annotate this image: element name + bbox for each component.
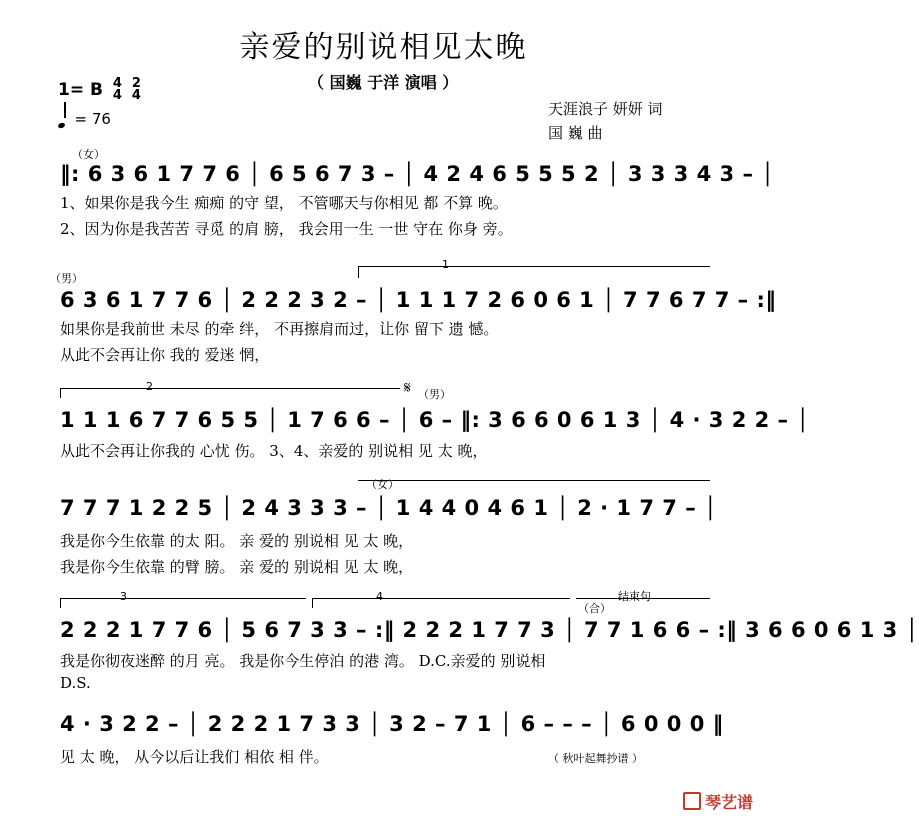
- music-row-1: ‖: 6 3 6 1 7 7 6 │ 6 5 6 7 3 – │ 4 2 4 6 5 5 5 2 │ 3 3 3 4 3 – │: [60, 162, 775, 186]
- lyrics-row-1-verse-1: 1、如果你是我今生 痴痴 的守 望， 不管哪天与你相见 都 不算 晚。: [60, 194, 508, 212]
- volta-3-label: 3: [120, 590, 127, 603]
- female-label-2: （女）: [366, 478, 399, 491]
- lyrics-row-1-verse-2: 2、因为你是我苦苦 寻觅 的肩 膀， 我会用一生 一世 守在 你身 旁。: [60, 220, 513, 238]
- chorus-label: （合）: [578, 602, 611, 615]
- time-signature-4-4: 4 4: [112, 76, 122, 103]
- watermark: 琴艺谱: [683, 790, 753, 813]
- ending-label: 结束句: [618, 590, 651, 603]
- lyricist-credit: 天涯浪子 妍妍 词: [548, 100, 663, 118]
- music-row-6: 4 · 3 2 2 – │ 2 2 2 1 7 3 3 │ 3 2 – 7 1 │ 6 – – – │ 6 0 0 0 ‖: [60, 712, 724, 736]
- logo-icon: [683, 792, 701, 810]
- tempo-marking: [58, 108, 111, 128]
- volta-1-label: 1: [442, 258, 449, 271]
- lyrics-row-2-verse-2: 从此不会再让你 我的 爱迷 惘，: [60, 346, 270, 364]
- male-label-2: （男）: [418, 388, 451, 401]
- volta-2-label: 2: [146, 380, 153, 393]
- music-row-5: 2 2 2 1 7 7 6 │ 5 6 7 3 3 – :‖ 2 2 2 1 7 7 3 │ 7 7 1 6 6 – :‖ 3 6 6 0 6 1 3 │: [60, 618, 919, 642]
- volta-2-bracket: [60, 388, 400, 389]
- female-label: （女）: [72, 148, 105, 161]
- singers: （ 国巍 于洋 演唱 ）: [308, 73, 459, 92]
- tempo-value: = 76: [74, 110, 111, 128]
- song-title: 亲爱的别说相见太晚: [239, 30, 528, 65]
- music-row-2: 6 3 6 1 7 7 6 │ 2 2 2 3 2 – │ 1 1 1 7 2 6 0 6 1 │ 7 7 6 7 7 – :‖: [60, 288, 777, 312]
- time-signature-2-4: 2 4: [131, 76, 141, 103]
- lyrics-row-5-ds: D.S.: [60, 674, 91, 692]
- female-section-bracket: [358, 480, 710, 481]
- composer-credit: 国 巍 曲: [548, 124, 603, 142]
- lyrics-row-3: 从此不会再让你我的 心忧 伤。 3、4、亲爱的 别说相 见 太 晚，: [60, 442, 488, 460]
- music-row-3: 1 1 1 6 7 7 6 5 5 │ 1 7 6 6 – │ 6 – ‖: 3 6 6 0 6 1 3 │ 4 · 3 2 2 – │: [60, 408, 810, 432]
- lyrics-row-2-verse-1: 如果你是我前世 未尽 的牵 绊， 不再擦肩而过，让你 留下 遗 憾。: [60, 320, 499, 338]
- male-label: （男）: [50, 272, 83, 285]
- volta-4-label: 4: [376, 590, 383, 603]
- quarter-note-icon: [57, 122, 65, 129]
- music-row-4: 7 7 7 1 2 2 5 │ 2 4 3 3 3 – │ 1 4 4 0 4 6 1 │ 2 · 1 7 7 – │: [60, 496, 718, 520]
- key-label: 1= B: [58, 80, 103, 100]
- volta-4-bracket: [312, 598, 570, 599]
- segno-icon: 𝄋: [404, 378, 411, 397]
- source-credit: （ 秋叶起舞抄谱 ）: [548, 752, 643, 765]
- volta-1-bracket: [358, 266, 710, 267]
- volta-3-bracket: [60, 598, 306, 599]
- lyrics-row-4-verse-1: 我是你今生依靠 的太 阳。 亲 爱的 别说相 见 太 晚，: [60, 532, 414, 550]
- lyrics-row-6: 见 太 晚， 从今以后让我们 相依 相 伴。: [60, 748, 329, 766]
- lyrics-row-5: 我是你彻夜迷醉 的月 亮。 我是你今生停泊 的港 湾。 D.C.亲爱的 别说相: [60, 652, 546, 670]
- lyrics-row-4-verse-2: 我是你今生依靠 的臂 膀。 亲 爱的 别说相 见 太 晚，: [60, 558, 414, 576]
- key-signature: [58, 78, 141, 102]
